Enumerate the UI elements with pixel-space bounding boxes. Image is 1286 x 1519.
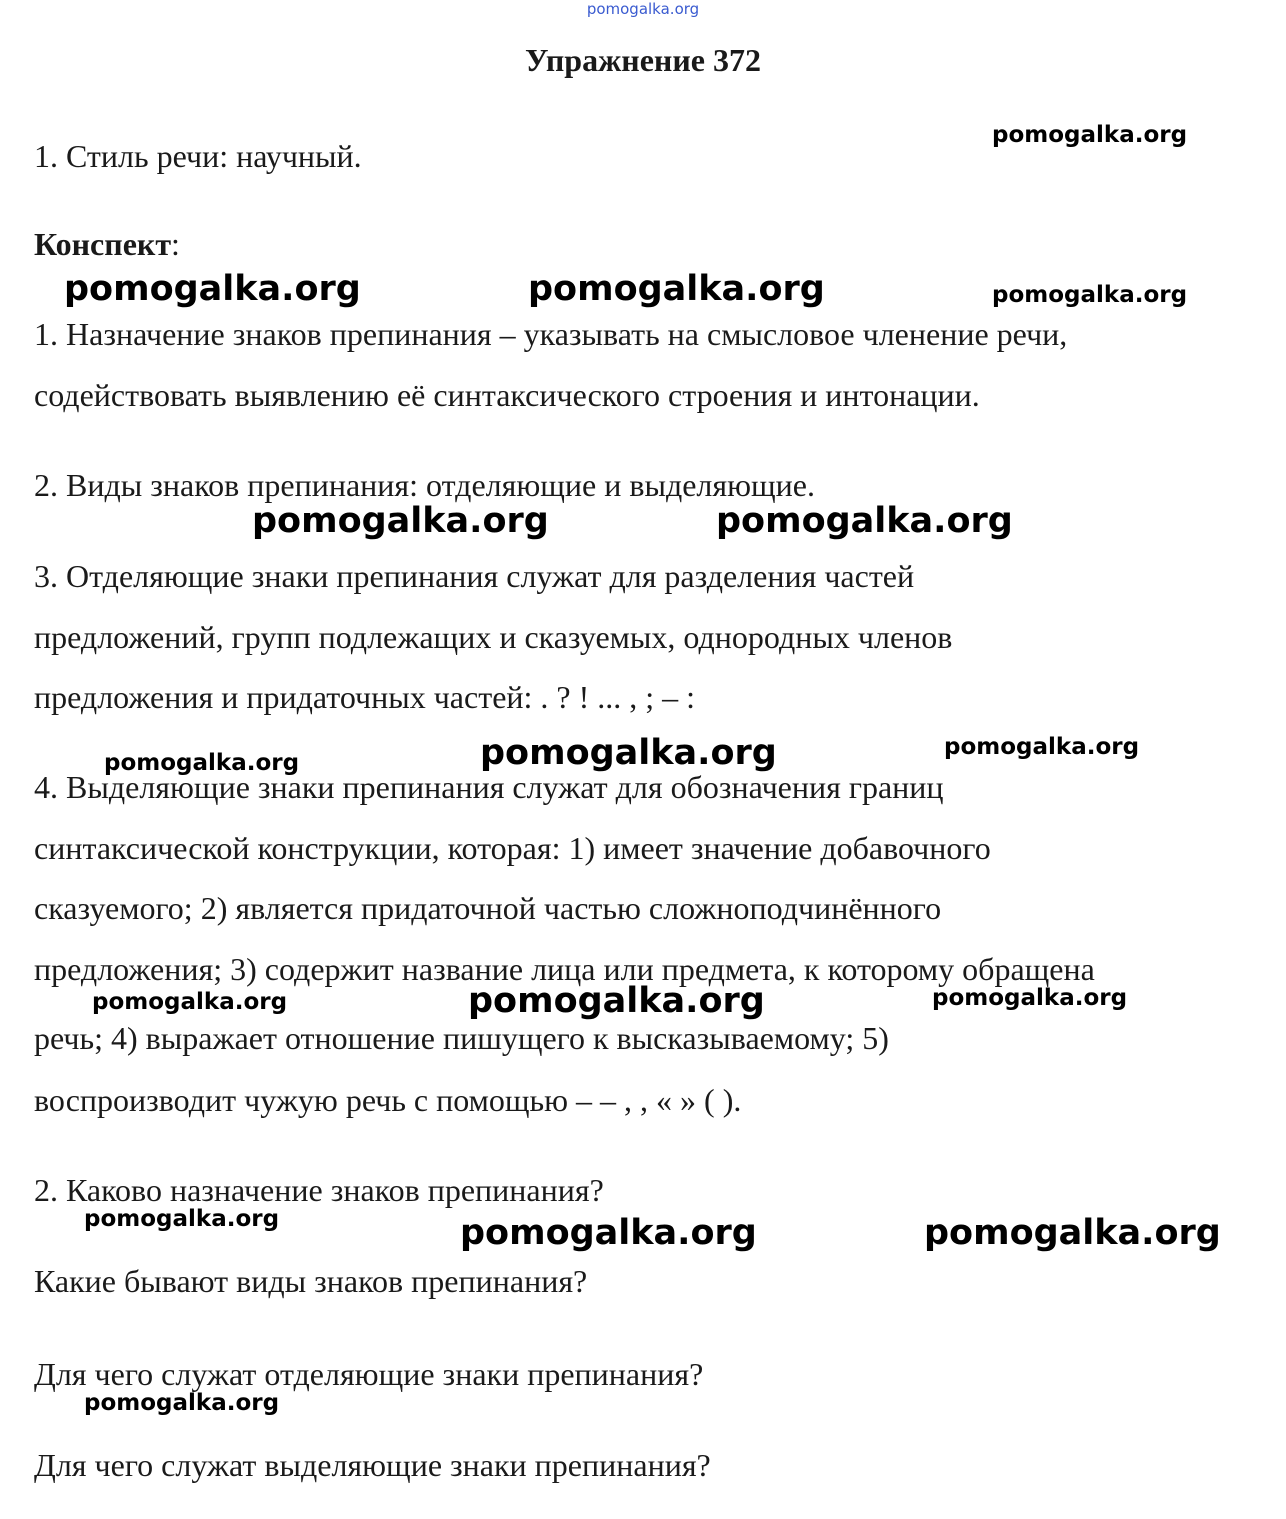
- point-1-line-2: содействовать выявлению её синтаксического строения и интонации.: [34, 377, 980, 413]
- point-4-line-5: речь; 4) выражает отношение пишущего к высказываемому; 5): [34, 1020, 889, 1056]
- watermark-text: pomogalka.org: [84, 1390, 280, 1416]
- watermark-text: pomogalka.org: [944, 734, 1140, 760]
- watermark-text: pomogalka.org: [716, 501, 1013, 541]
- point-1-line-1: 1. Назначение знаков препинания – указывать на смысловое членение речи,: [34, 316, 1068, 352]
- summary-colon: :: [171, 226, 180, 262]
- point-4-line-1: 4. Выделяющие знаки препинания служат для обозначения границ: [34, 769, 944, 805]
- question-1: 2. Каково назначение знаков препинания?: [34, 1172, 604, 1208]
- watermark-text: pomogalka.org: [252, 501, 549, 541]
- watermark-text: pomogalka.org: [480, 733, 777, 773]
- watermark-top: pomogalka.org: [586, 0, 700, 18]
- question-2: Какие бывают виды знаков препинания?: [34, 1263, 588, 1299]
- watermark-text: pomogalka.org: [932, 985, 1128, 1011]
- question-3: Для чего служат отделяющие знаки препинания?: [34, 1356, 704, 1392]
- watermark-text: pomogalka.org: [460, 1213, 757, 1253]
- watermark-text: pomogalka.org: [84, 1206, 280, 1232]
- watermark-text: pomogalka.org: [64, 269, 361, 309]
- style-line: 1. Стиль речи: научный.: [34, 138, 362, 174]
- watermark-text: pomogalka.org: [992, 122, 1188, 148]
- watermark-text: pomogalka.org: [468, 981, 765, 1021]
- point-4-line-3: сказуемого; 2) является придаточной частью сложноподчинённого: [34, 890, 942, 926]
- point-4-line-6: воспроизводит чужую речь с помощью – – , , « » ( ).: [34, 1082, 742, 1118]
- summary-heading: [34, 224, 180, 264]
- watermark-text: pomogalka.org: [92, 989, 288, 1015]
- watermark-text: pomogalka.org: [104, 750, 300, 776]
- watermark-text: pomogalka.org: [528, 269, 825, 309]
- point-3-line-1: 3. Отделяющие знаки препинания служат для разделения частей: [34, 558, 915, 594]
- watermark-text: pomogalka.org: [992, 282, 1188, 308]
- exercise-title: Упражнение 372: [524, 42, 761, 78]
- watermark-text: pomogalka.org: [924, 1213, 1221, 1253]
- summary-label: Конспект: [34, 226, 172, 262]
- question-4: Для чего служат выделяющие знаки препинания?: [34, 1447, 711, 1483]
- point-2-line-1: 2. Виды знаков препинания: отделяющие и выделяющие.: [34, 467, 815, 503]
- point-3-line-2: предложений, групп подлежащих и сказуемых, однородных членов: [34, 619, 953, 655]
- point-4-line-2: синтаксической конструкции, которая: 1) имеет значение добавочного: [34, 830, 991, 866]
- point-3-line-3: предложения и придаточных частей: . ? ! ... , ; – :: [34, 679, 696, 715]
- point-4-line-4: предложения; 3) содержит название лица или предмета, к которому обращена: [34, 951, 1095, 987]
